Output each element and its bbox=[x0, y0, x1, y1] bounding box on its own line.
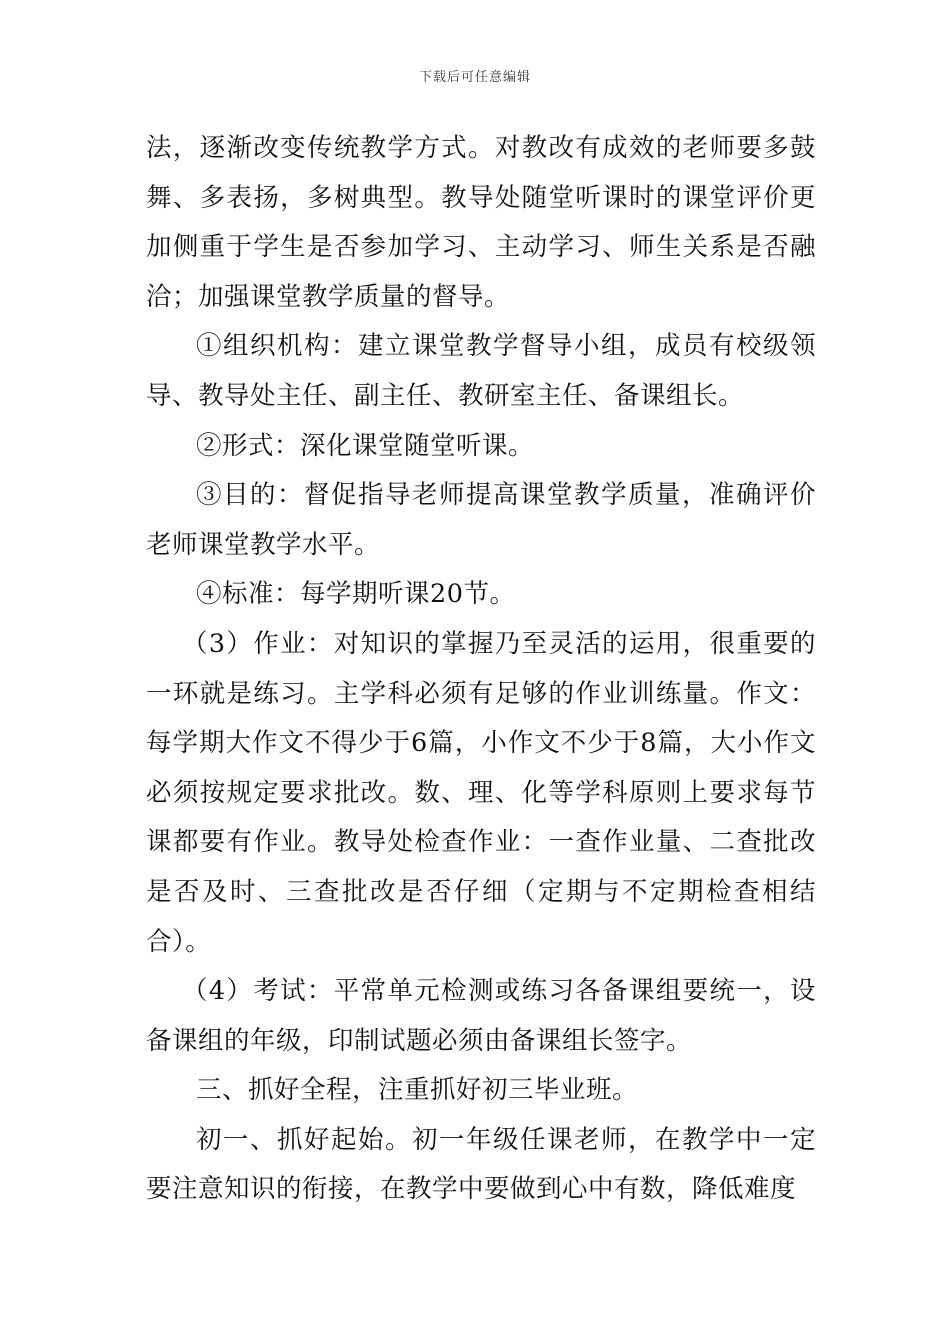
paragraph-continuation: 法，逐渐改变传统教学方式。对教改有成效的老师要多鼓舞、多表扬，多树典型。教导处随堂听课时的课堂评价更加侧重于学生是否参加学习、主动学习、师生关系是否融洽；加强课堂教学质量的督导。 bbox=[146, 133, 816, 312]
paragraph-form: ②形式：深化课堂随堂听课。 bbox=[196, 430, 535, 461]
document-body bbox=[146, 124, 816, 1215]
paragraph-homework: （3）作业：对知识的掌握乃至灵活的运用，很重要的一环就是练习。主学科必须有足够的作业训练量。作文：每学期大作文不得少于6篇，小作文不少于8篇，大小作文必须按规定要求批改。数、理、化等学科原则上要求每节课都要有作业。教导处检查作业：一查作业量、二查批改是否及时、三查批改是否仔细（定期与不定期检查相结合）。 bbox=[146, 628, 816, 957]
paragraph-grade-one: 初一、抓好起始。初一年级任课老师，在教学中一定要注意知识的衔接，在教学中要做到心中有数，降低难度 bbox=[146, 1124, 816, 1205]
paragraph-purpose: ③目的：督促指导老师提高课堂教学质量，准确评价老师课堂教学水平。 bbox=[146, 480, 816, 560]
paragraph-standard: ④标准：每学期听课20节。 bbox=[196, 579, 516, 610]
paragraph-organization: ①组织机构：建立课堂教学督导小组，成员有校级领导、教导处主任、副主任、教研室主任、备课组长。 bbox=[146, 331, 816, 411]
page-header: 下载后可任意编辑 bbox=[418, 70, 531, 85]
paragraph-section-three: 三、抓好全程，注重抓好初三毕业班。 bbox=[196, 1075, 639, 1106]
paragraph-exams: （4）考试：平常单元检测或练习各备课组要统一，设备课组的年级，印制试题必须由备课组长签字。 bbox=[146, 976, 816, 1056]
